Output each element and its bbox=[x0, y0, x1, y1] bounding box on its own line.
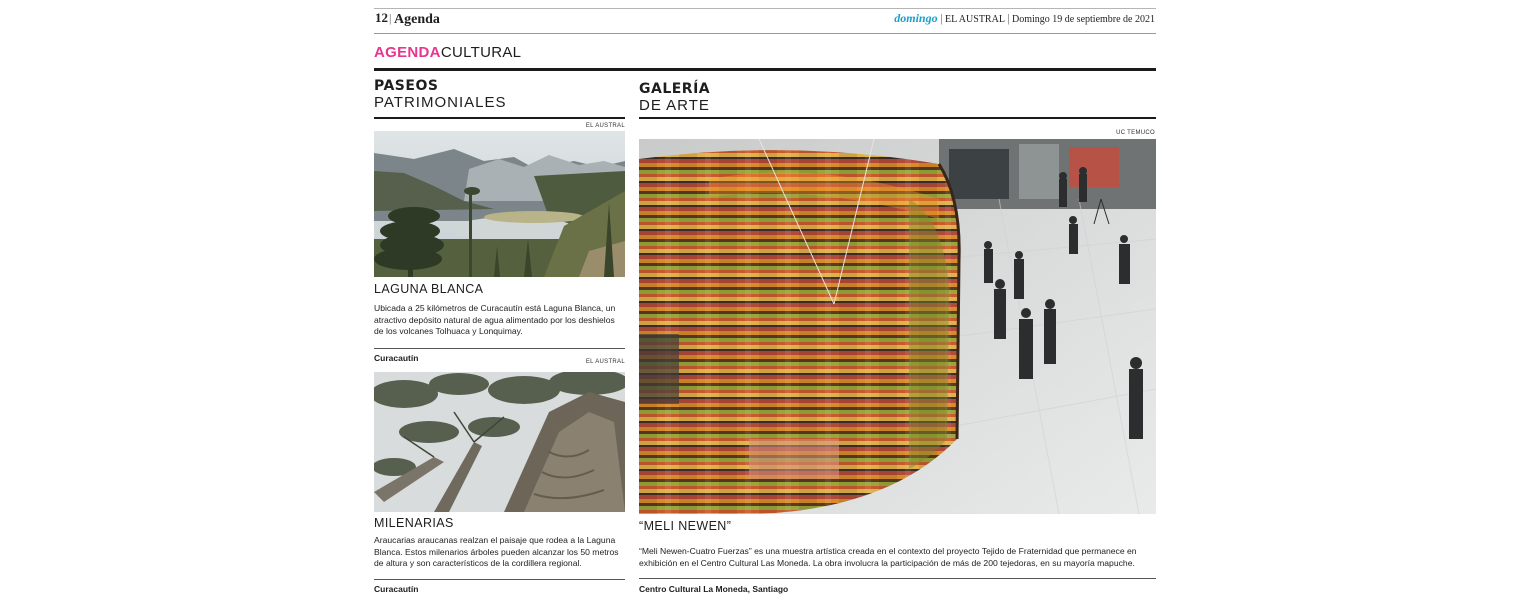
meli-newen-photo bbox=[639, 139, 1156, 514]
item-headline: “MELI NEWEN” bbox=[639, 519, 732, 533]
trees-image bbox=[374, 372, 625, 512]
item-location: Curacautín bbox=[374, 353, 419, 363]
left-column-title-light: PATRIMONIALES bbox=[374, 94, 507, 111]
page-number: 12 bbox=[375, 10, 388, 25]
issue-date: Domingo 19 de septiembre de 2021 bbox=[1011, 14, 1155, 25]
photo-credit: UC TEMUCO bbox=[1116, 130, 1155, 136]
landscape-image bbox=[374, 131, 625, 277]
right-column-title-light: DE ARTE bbox=[639, 97, 710, 114]
textile-installation-image bbox=[639, 139, 1156, 514]
header-separator: | bbox=[1007, 11, 1010, 25]
item-body: Ubicada a 25 kilómetros de Curacautín está Laguna Blanca, un atractivo depósito natural de agua alimentado por los deshielos de los volcanes Tolhuaca y Lonquimay. bbox=[374, 303, 616, 336]
newspaper-name: EL AUSTRAL bbox=[945, 14, 1005, 25]
right-column-title-bold: GALERÍA bbox=[639, 81, 711, 97]
left-column-title-bold: PASEOS bbox=[374, 78, 439, 94]
agenda-cultural-heading bbox=[374, 44, 521, 61]
header-separator: | bbox=[940, 11, 943, 25]
header-separator: | bbox=[389, 11, 392, 25]
supplement-name: domingo bbox=[894, 11, 938, 25]
photo-credit: EL AUSTRAL bbox=[585, 359, 625, 365]
item-body: Araucarias araucanas realzan el paisaje que rodea a la Laguna Blanca. Estos milenarios árboles pueden alcanzar los 50 metros de altura y son característicos de la cordillera regional. bbox=[374, 535, 619, 568]
agenda-highlight: AGENDA bbox=[374, 44, 441, 61]
item-body: “Meli Newen-Cuatro Fuerzas” es una muestra artística creada en el contexto del proyecto Tejido de Fraternidad que permanece en exhibición en el Centro Cultural Las Moneda. La obra involucra la participación de más de 200 tejedoras, en su mayoría mapuche. bbox=[639, 546, 1137, 568]
item-headline: MILENARIAS bbox=[374, 516, 454, 530]
item-location: Curacautín bbox=[374, 584, 419, 594]
photo-credit: EL AUSTRAL bbox=[585, 123, 625, 129]
laguna-blanca-photo bbox=[374, 131, 625, 277]
running-header-right bbox=[894, 11, 1155, 26]
agenda-rest: CULTURAL bbox=[440, 44, 522, 61]
item-headline: LAGUNA BLANCA bbox=[374, 282, 484, 296]
item-location: Centro Cultural La Moneda, Santiago bbox=[639, 584, 789, 594]
section-name: Agenda bbox=[394, 12, 440, 27]
araucaria-photo bbox=[374, 372, 625, 512]
